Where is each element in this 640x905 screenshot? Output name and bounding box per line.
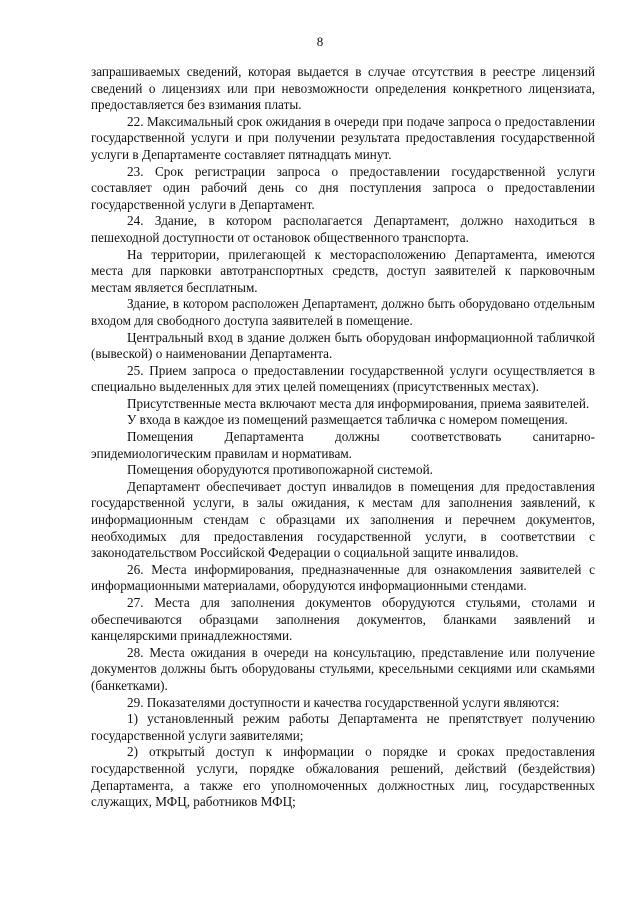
- paragraph-parking: На территории, прилегающей к месторасположению Департамента, имеются места для парковки автотранспортных средств, доступ заявителей к парковочным местам является бесплатным.: [91, 246, 595, 295]
- paragraph-22: 22. Максимальный срок ожидания в очереди при подаче запроса о предоставлении государственной услуги и при получении результата предоставления государственной услуги в Департаменте составляет пятнадцать минут.: [91, 113, 595, 162]
- paragraph-signboard: Центральный вход в здание должен быть оборудован информационной табличкой (вывеской) о наименовании Департамента.: [91, 329, 595, 362]
- paragraph-disabled-access: Департамент обеспечивает доступ инвалидов в помещения для предоставления государственной услуги, в залы ожидания, к местам для заполнения заявлений, к информационным стендам с образцами их заполнения и перечнем документов, необходимых для предоставления государственной услуги, в соответствии с законодательством Российской Федерации о социальной защите инвалидов.: [91, 478, 595, 561]
- document-body: [91, 64, 595, 811]
- paragraph-28: 28. Места ожидания в очереди на консультацию, представление или получение документов должны быть оборудованы стульями, кресельными секциями или скамьями (банкетками).: [91, 644, 595, 693]
- paragraph-29: 29. Показателями доступности и качества государственной услуги являются:: [127, 694, 560, 710]
- paragraph-fire-system: Помещения оборудуются противопожарной системой.: [127, 462, 433, 478]
- paragraph-27: 27. Места для заполнения документов оборудуются стульями, столами и обеспечиваются образцами заполнения документов, бланками заявлений и канцелярскими принадлежностями.: [91, 595, 595, 644]
- paragraph-sanitary: Помещения Департамента должны соответствовать санитарно-эпидемиологическим правилам и нормативам.: [91, 429, 595, 461]
- paragraph-29-item-2: 2) открытый доступ к информации о порядке и сроках предоставления государственной услуги, порядке обжалования решений, действий (бездействия) Департамента, а также его уполномоченных должностных лиц, государственных служащих, МФЦ, работников МФЦ;: [91, 744, 595, 810]
- paragraph-23: 23. Срок регистрации запроса о предоставлении государственной услуги составляет один рабочий день со дня поступления запроса о предоставлении государственной услуги в Департамент.: [91, 163, 595, 212]
- paragraph-room-plate: У входа в каждое из помещений размещается табличка с номером помещения.: [127, 412, 568, 428]
- paragraph-29-item-1: 1) установленный режим работы Департамента не препятствует получению государственной услуги заявителями;: [91, 711, 595, 743]
- paragraph-entrance: Здание, в котором расположен Департамент, должно быть оборудовано отдельным входом для свободного доступа заявителей в помещение.: [91, 296, 595, 328]
- paragraph-continuation: запрашиваемых сведений, которая выдается в случае отсутствия в реестре лицензий сведений о лицензиях или при невозможности определения конкретного лицензиата, предоставляется без взимания платы.: [91, 64, 595, 113]
- paragraph-24: 24. Здание, в котором располагается Департамент, должно находиться в пешеходной доступности от остановок общественного транспорта.: [91, 213, 595, 245]
- paragraph-25: 25. Прием запроса о предоставлении государственной услуги осуществляется в специально выделенных для этих целей помещениях (присутственных местах).: [91, 362, 595, 395]
- paragraph-26: 26. Места информирования, предназначенные для ознакомления заявителей с информационными материалами, оборудуются информационными стендами.: [91, 561, 595, 594]
- paragraph-reception-places: Присутственные места включают места для информирования, приема заявителей.: [127, 395, 590, 411]
- page-number: 8: [316, 34, 324, 49]
